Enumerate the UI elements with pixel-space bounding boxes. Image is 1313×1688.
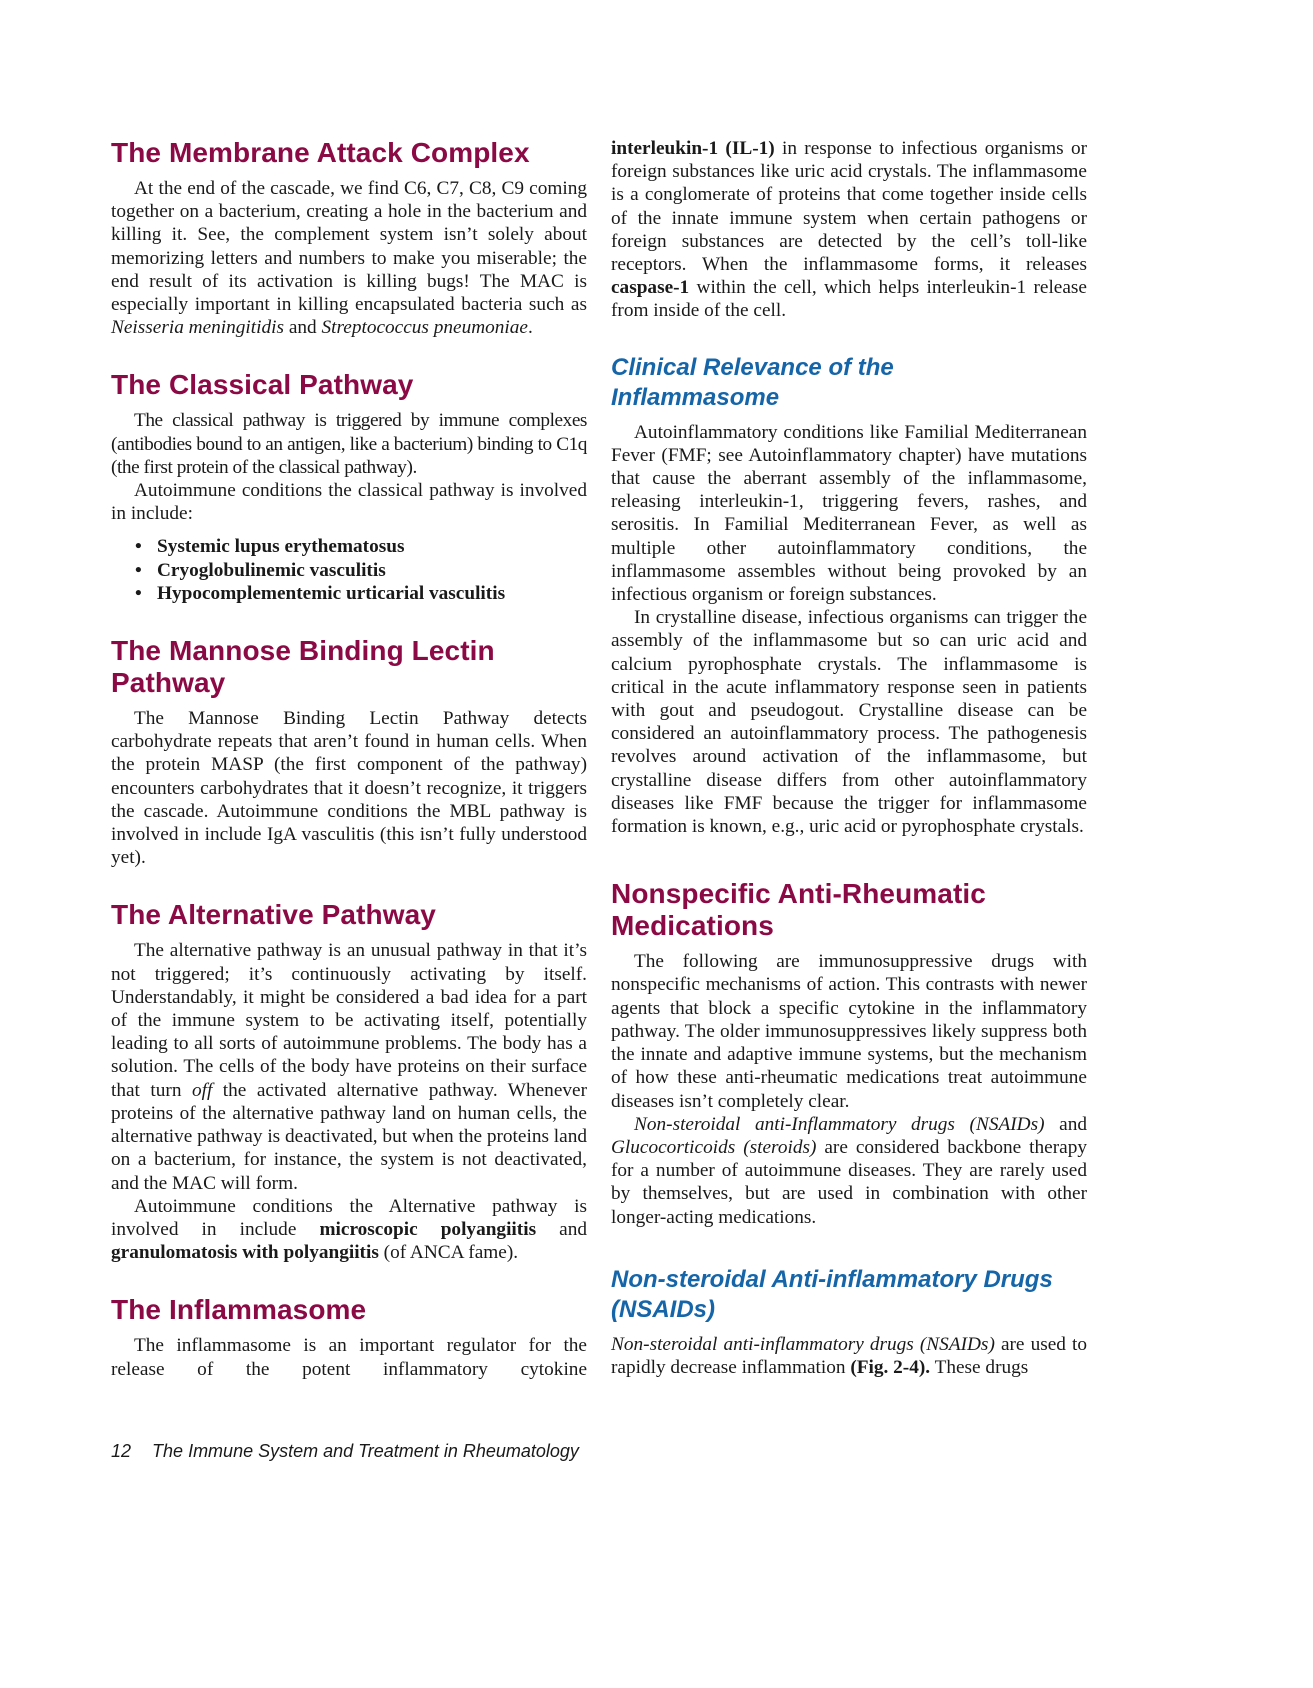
enzyme-name: caspase-1 (611, 277, 690, 299)
page-number: 12 (111, 1441, 132, 1461)
list-item: • Cryoglobulinemic vasculitis (157, 559, 587, 582)
drug-class: Glucocorticoids (steroids) (611, 1136, 817, 1158)
paragraph: Autoimmune conditions the classical pathway is involved in include: (111, 480, 587, 525)
condition-list (111, 535, 587, 605)
paragraph: Autoinflammatory conditions like Familial Mediterranean Fever (FMF; see Autoinflammatory chapter) have mutations that cause the aberrant assembly of the inflammasome, releasing interleukin-1, triggering fevers, rashes, and serositis. In Familial Mediterranean Fever, as well as multiple other autoinflammatory conditions, the inflammasome assembles without being provoked by an infectious organism or foreign substances. (611, 421, 1087, 606)
paragraph: The following are immunosuppressive drugs with nonspecific mechanisms of action. This contrasts with newer agents that block a specific cytokine in the inflammatory pathway. The older immunosuppressives likely suppress both the innate and adaptive immune systems, but the mechanism of how these anti-rheumatic medications treat autoimmune diseases isn’t completely clear. (611, 951, 1087, 1112)
section-heading: The Membrane Attack Complex (111, 137, 530, 168)
species-name: Streptococcus pneumoniae (321, 317, 528, 339)
condition-name: granulomatosis with polyangiitis (111, 1242, 379, 1264)
paragraph: The Mannose Binding Lectin Pathway detects carbohydrate repeats that aren’t found in human cells. When the protein MASP (the first component of the pathway) encounters carbohydrates that it doesn’t recognize, it triggers the cascade. Autoimmune conditions the MBL pathway is involved in include IgA vasculitis (this isn’t fully understood yet). (111, 708, 587, 869)
subsection-heading: Non-steroidal Anti-inflammatory Drugs (NSAIDs) (611, 1265, 1053, 1323)
section-membrane-attack-complex (111, 137, 587, 339)
emphasis: off (191, 1079, 213, 1101)
running-title: The Immune System and Treatment in Rheumatology (152, 1441, 579, 1461)
section-heading: The Classical Pathway (111, 369, 414, 401)
species-name: Neisseria meningitidis (111, 317, 284, 339)
cytokine-name: interleukin-1 (IL-1) (611, 138, 775, 159)
section-classical-pathway (111, 369, 587, 605)
section-heading: The Alternative Pathway (111, 899, 436, 931)
paragraph: The inflammasome is an important regulator for the release of the potent inflammatory cytokine (111, 1335, 587, 1380)
section-heading: The Inflammasome (111, 1294, 367, 1326)
paragraph: interleukin-1 (IL-1) in response to infectious organisms or foreign substances like uric acid crystals. The inflammasome is a conglomerate of proteins that come together inside cells of the innate immune system when certain pathogens or foreign substances are detected by the cell’s toll-like receptors. When the inflammasome forms, it releases caspase-1 within the cell, which helps interleukin-1 release from inside of the cell. (611, 138, 1087, 322)
list-item: • Systemic lupus erythematosus (157, 535, 587, 558)
subsection-heading: Clinical Relevance of the Inflammasome (611, 353, 894, 411)
drug-class: Non-steroidal anti-Inflammatory drugs (NSAIDs) (634, 1113, 1045, 1135)
paragraph: In crystalline disease, infectious organisms can trigger the assembly of the inflammasome but so can uric acid and calcium pyrophosphate crystals. The inflammasome is critical in the acute inflammatory response seen in patients with gout and pseudogout. Crystalline disease can be considered an autoinflammatory process. The pathogenesis revolves around activation of the inflammasome, but crystalline disease differs from other autoinflammatory diseases like FMF because the trigger for inflammasome formation is known, e.g., uric acid or pyrophosphate crystals. (611, 607, 1087, 838)
paragraph: The alternative pathway is an unusual pathway in that it’s not triggered; it’s continuously activating by itself. Understandably, it might be considered a bad idea for a part of the immune system to be activating itself, potentially leading to all sorts of autoimmune problems. The body has a solution. The cells of the body have proteins on their surface that turn off the activated alternative pathway. Whenever proteins of the alternative pathway land on human cells, the alternative pathway is deactivated, but when the proteins land on a bacterium, for instance, the system is not deactivated, and the MAC will form. (111, 940, 587, 1194)
section-clinical-relevance (611, 353, 1087, 839)
section-heading: Nonspecific Anti-Rheumatic Medications (611, 878, 986, 942)
paragraph: At the end of the cascade, we find C6, C7, C8, C9 coming together on a bacterium, creating a hole in the bacterium and killing it. See, the complement system isn’t solely about memorizing letters and numbers to make you miserable; the end result of its activation is killing bugs! The MAC is especially important in killing encapsulated bacteria such as Neisseria meningitidis and Streptococcus pneumoniae. (111, 178, 587, 339)
paragraph: Non-steroidal anti-Inflammatory drugs (NSAIDs) and Glucocorticoids (steroids) are considered backbone therapy for a number of autoimmune diseases. They are rarely used by themselves, but are used in combination with other longer-acting medications. (611, 1113, 1087, 1228)
paragraph: The classical pathway is triggered by immune complexes (antibodies bound to an antigen, like a bacterium) binding to C1q (the first protein of the classical pathway). (111, 410, 587, 478)
section-heading: The Mannose Binding Lectin Pathway (111, 635, 495, 699)
drug-class: Non-steroidal anti-inflammatory drugs (NSAIDs) (611, 1333, 995, 1355)
page-footer (111, 1441, 579, 1462)
paragraph: Non-steroidal anti-inflammatory drugs (NSAIDs) are used to rapidly decrease inflammation (Fig. 2-4). These drugs (611, 1333, 1087, 1378)
section-inflammasome (111, 1294, 587, 1380)
section-inflammasome-continued (611, 137, 1087, 323)
list-item: • Hypocomplementemic urticarial vasculitis (157, 582, 587, 605)
section-alternative-pathway (111, 899, 587, 1264)
section-mbl-pathway (111, 635, 587, 869)
section-nonspecific-medications (611, 878, 1087, 1228)
condition-name: microscopic polyangiitis (319, 1218, 537, 1240)
section-nsaids (611, 1265, 1087, 1379)
paragraph: Autoimmune conditions the Alternative pathway is involved in include microscopic polyangiitis and granulomatosis with polyangiitis (of ANCA fame). (111, 1195, 587, 1264)
figure-reference: (Fig. 2-4). (850, 1356, 931, 1378)
right-column (611, 137, 1087, 1409)
left-column (111, 137, 587, 1411)
